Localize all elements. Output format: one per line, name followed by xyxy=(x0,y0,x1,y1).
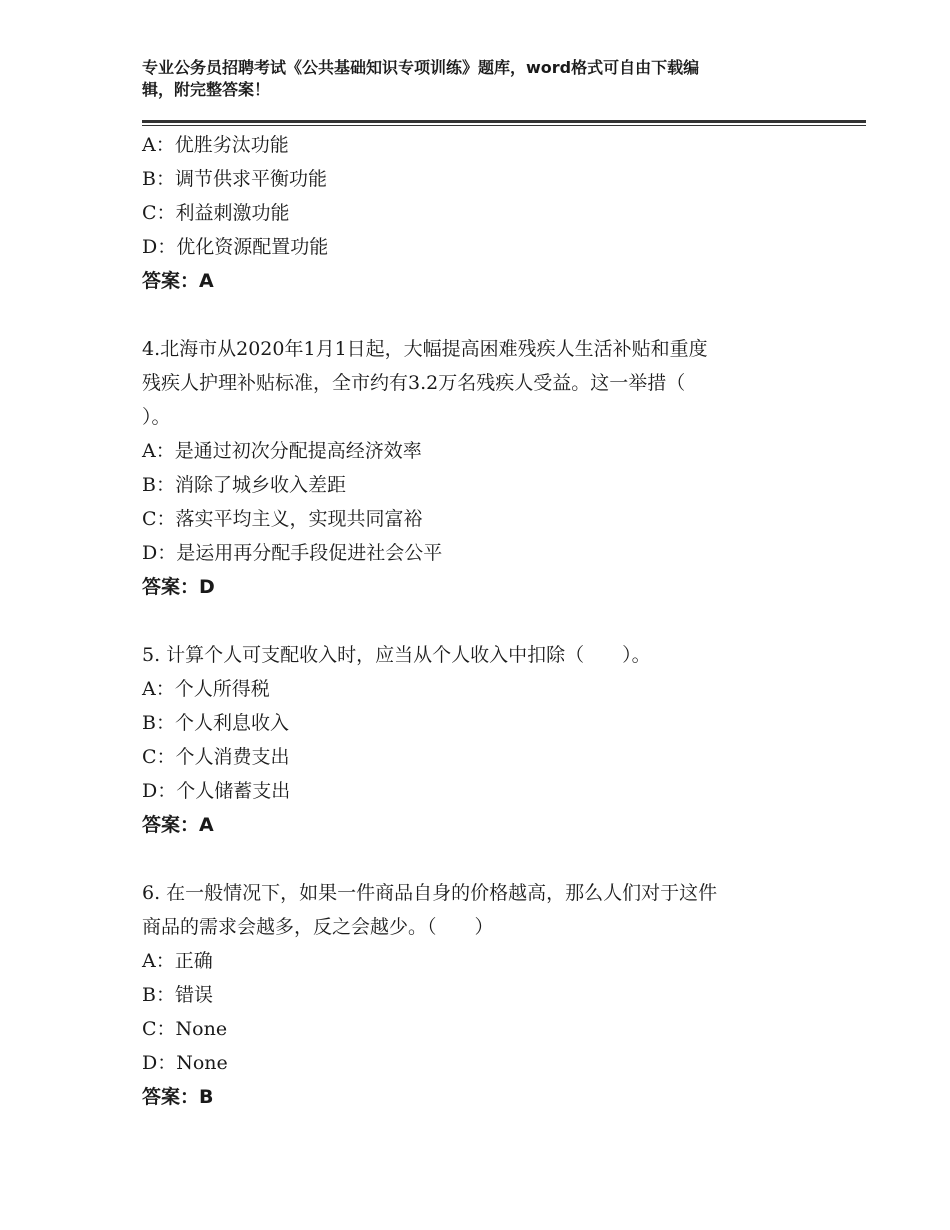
question-5 xyxy=(142,638,812,842)
header-line-1: 专业公务员招聘考试《公共基础知识专项训练》题库，word格式可自由下载编 xyxy=(142,58,700,77)
question-6 xyxy=(142,876,812,1114)
option-b: B：消除了城乡收入差距 xyxy=(142,474,346,496)
spacer xyxy=(142,604,812,638)
header-divider-thick xyxy=(142,120,866,123)
option-d: D：优化资源配置功能 xyxy=(142,236,329,258)
option-c: C：个人消费支出 xyxy=(142,746,290,768)
option-c: C：落实平均主义，实现共同富裕 xyxy=(142,508,423,530)
stem-line: 残疾人护理补贴标准，全市约有3.2万名残疾人受益。这一举措（ xyxy=(142,372,686,394)
spacer xyxy=(142,842,812,876)
option-c: C：利益刺激功能 xyxy=(142,202,290,224)
answer-line: 答案：B xyxy=(142,1086,214,1108)
stem-line: ）。 xyxy=(142,406,171,428)
option-a: A：正确 xyxy=(142,950,213,972)
option-b: B：错误 xyxy=(142,984,213,1006)
question-3 xyxy=(142,128,812,298)
question-stem xyxy=(142,638,812,672)
question-stem xyxy=(142,332,812,434)
option-a: A：个人所得税 xyxy=(142,678,270,700)
answer-line: 答案：A xyxy=(142,814,214,836)
header-divider-thin xyxy=(142,125,866,126)
answer-line: 答案：D xyxy=(142,576,215,598)
option-d: D：个人储蓄支出 xyxy=(142,780,291,802)
option-a: A：是通过初次分配提高经济效率 xyxy=(142,440,422,462)
header-line-2: 辑，附完整答案！ xyxy=(142,80,271,99)
document-header xyxy=(142,57,802,101)
option-b: B：个人利息收入 xyxy=(142,712,289,734)
stem-line: 4.北海市从2020年1月1日起，大幅提高困难残疾人生活补贴和重度 xyxy=(142,338,708,360)
option-c: C：None xyxy=(142,1018,228,1040)
option-d: D：是运用再分配手段促进社会公平 xyxy=(142,542,443,564)
spacer xyxy=(142,298,812,332)
stem-line: 6. 在一般情况下，如果一件商品自身的价格越高，那么人们对于这件 xyxy=(142,882,718,904)
option-b: B：调节供求平衡功能 xyxy=(142,168,327,190)
question-stem xyxy=(142,876,812,944)
option-a: A：优胜劣汰功能 xyxy=(142,134,289,156)
option-d: D：None xyxy=(142,1052,228,1074)
question-list xyxy=(142,128,812,1114)
answer-line: 答案：A xyxy=(142,270,214,292)
stem-line: 商品的需求会越多，反之会越少。（ ） xyxy=(142,916,494,938)
stem-line: 5. 计算个人可支配收入时，应当从个人收入中扣除（ ）。 xyxy=(142,644,651,666)
question-4 xyxy=(142,332,812,604)
